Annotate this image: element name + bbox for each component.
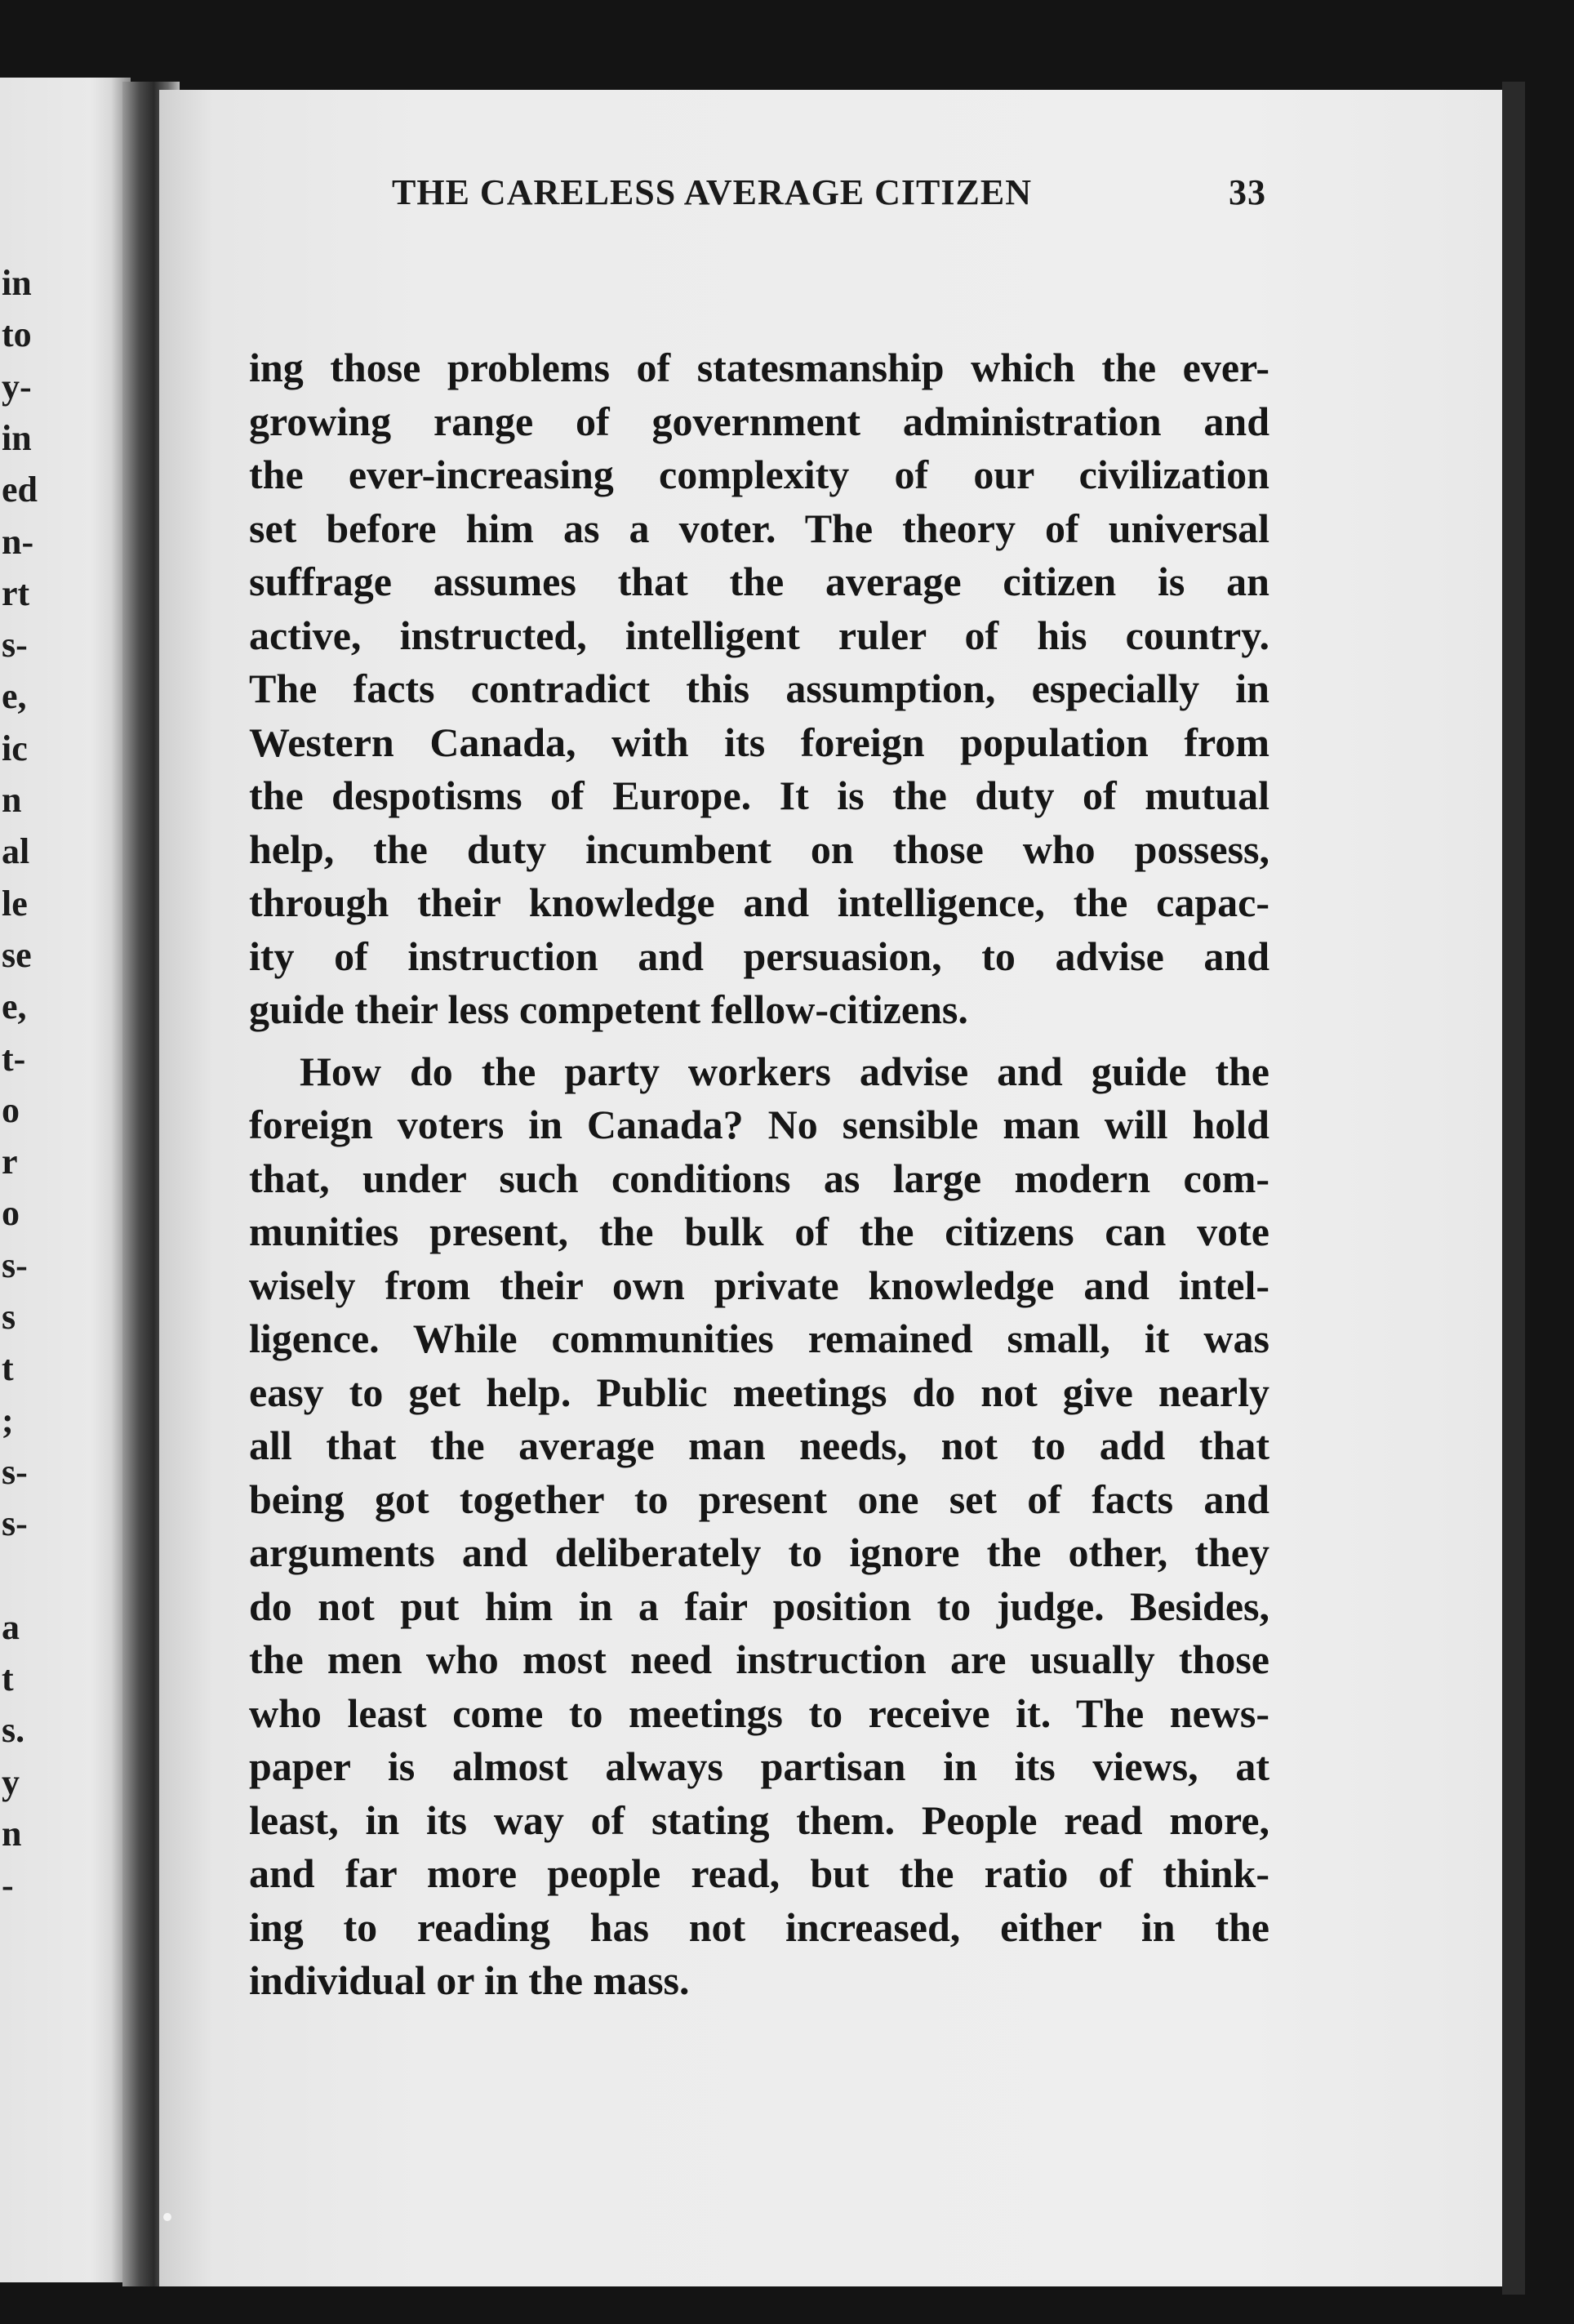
text-line: wisely from their own private knowledge and intel- xyxy=(249,1262,1269,1308)
facing-page-fragment: s- xyxy=(2,1503,28,1544)
text-line: through their knowledge and intelligence, the capac- xyxy=(249,879,1269,925)
facing-page-fragment: se xyxy=(2,934,32,975)
facing-page-fragment: ; xyxy=(2,1400,14,1440)
facing-page-fragment: rt xyxy=(2,572,30,613)
text-line: being got together to present one set of facts and xyxy=(249,1476,1269,1522)
text-line: help, the duty incumbent on those who possess, xyxy=(249,826,1269,872)
facing-page-fragment: s xyxy=(2,1297,16,1337)
page-body-text xyxy=(249,341,1269,2008)
text-line: Western Canada, with its foreign population from xyxy=(249,719,1269,765)
text-line: set before him as a voter. The theory of universal xyxy=(249,505,1269,551)
text-line: suffrage assumes that the average citizen is an xyxy=(249,559,1269,604)
text-line: ing to reading has not increased, either in the xyxy=(249,1903,1269,1950)
facing-page-fragment: s- xyxy=(2,1451,28,1492)
text-line: the men who most need instruction are usually those xyxy=(249,1636,1269,1682)
facing-page-fragment: o xyxy=(2,1193,20,1234)
facing-page-fragment: s. xyxy=(2,1710,25,1751)
paragraph-gap xyxy=(249,1037,1269,1045)
facing-page-fragment: e, xyxy=(2,676,27,717)
facing-page-fragment: ed xyxy=(2,470,38,510)
running-head-title: THE CARELESS AVERAGE CITIZEN xyxy=(392,172,1032,212)
text-line: How do the party workers advise and guide the xyxy=(300,1048,1269,1094)
page-edge-right xyxy=(1502,82,1525,2295)
text-line: individual or in the mass. xyxy=(249,1957,690,2003)
text-line: paper is almost always partisan in its views, at xyxy=(249,1743,1269,1789)
facing-page-fragment: t- xyxy=(2,1038,26,1079)
facing-page-fragment: o xyxy=(2,1089,20,1130)
facing-page-fragment: in xyxy=(2,417,32,458)
facing-page-fragment: s- xyxy=(2,1244,28,1285)
facing-page-fragment: n- xyxy=(2,521,34,562)
facing-page-fragment: to xyxy=(2,314,32,355)
text-line: easy to get help. Public meetings do not give nearly xyxy=(249,1369,1269,1415)
text-line: ity of instruction and persuasion, to advise and xyxy=(249,933,1269,979)
facing-page-fragment: ic xyxy=(2,728,28,768)
facing-page-fragment: n xyxy=(2,1814,22,1854)
text-line: arguments and deliberately to ignore the other, they xyxy=(249,1529,1269,1575)
text-line: do not put him in a fair position to judge. Besides, xyxy=(249,1583,1269,1629)
facing-page-fragment: t xyxy=(2,1348,14,1389)
text-line: growing range of government administration and xyxy=(249,398,1269,444)
facing-page-fragment: r xyxy=(2,1142,18,1182)
facing-page-fragment: - xyxy=(2,1865,14,1906)
facing-page-fragment: e, xyxy=(2,986,27,1027)
text-line: ligence. While communities remained small, it was xyxy=(249,1316,1269,1361)
scan-artifact-dot xyxy=(163,2213,171,2221)
text-line: active, instructed, intelligent ruler of his country. xyxy=(249,612,1269,658)
facing-page-fragment: t xyxy=(2,1658,14,1699)
facing-page-fragment: s- xyxy=(2,625,28,666)
text-line: guide their less competent fellow-citizens. xyxy=(249,986,968,1032)
facing-page-fragment: y xyxy=(2,1761,20,1802)
page-number: 33 xyxy=(1229,172,1266,212)
text-line: the despotisms of Europe. It is the duty of mutual xyxy=(249,772,1269,818)
text-line: The facts contradict this assumption, especially in xyxy=(249,666,1269,711)
text-line: least, in its way of stating them. People read more, xyxy=(249,1796,1269,1843)
facing-page-fragment: le xyxy=(2,883,28,924)
facing-page-left xyxy=(0,78,131,2282)
facing-page-fragment: al xyxy=(2,831,30,872)
text-line: foreign voters in Canada? No sensible man will hold xyxy=(249,1102,1269,1147)
facing-page-fragment: a xyxy=(2,1606,20,1647)
text-line: and far more people read, but the ratio of think- xyxy=(249,1850,1269,1896)
facing-page-fragment: n xyxy=(2,780,22,820)
text-line: all that the average man needs, not to add that xyxy=(249,1422,1269,1468)
text-line: who least come to meetings to receive it. The news- xyxy=(249,1690,1269,1736)
text-line: ing those problems of statesmanship which the ever- xyxy=(249,345,1269,390)
facing-page-fragment: y- xyxy=(2,366,32,407)
text-line: munities present, the bulk of the citizens can vote xyxy=(249,1209,1269,1254)
facing-page-fragment: in xyxy=(2,263,32,303)
text-line: the ever-increasing complexity of our civilization xyxy=(249,452,1269,497)
text-line: that, under such conditions as large modern com- xyxy=(249,1155,1269,1201)
